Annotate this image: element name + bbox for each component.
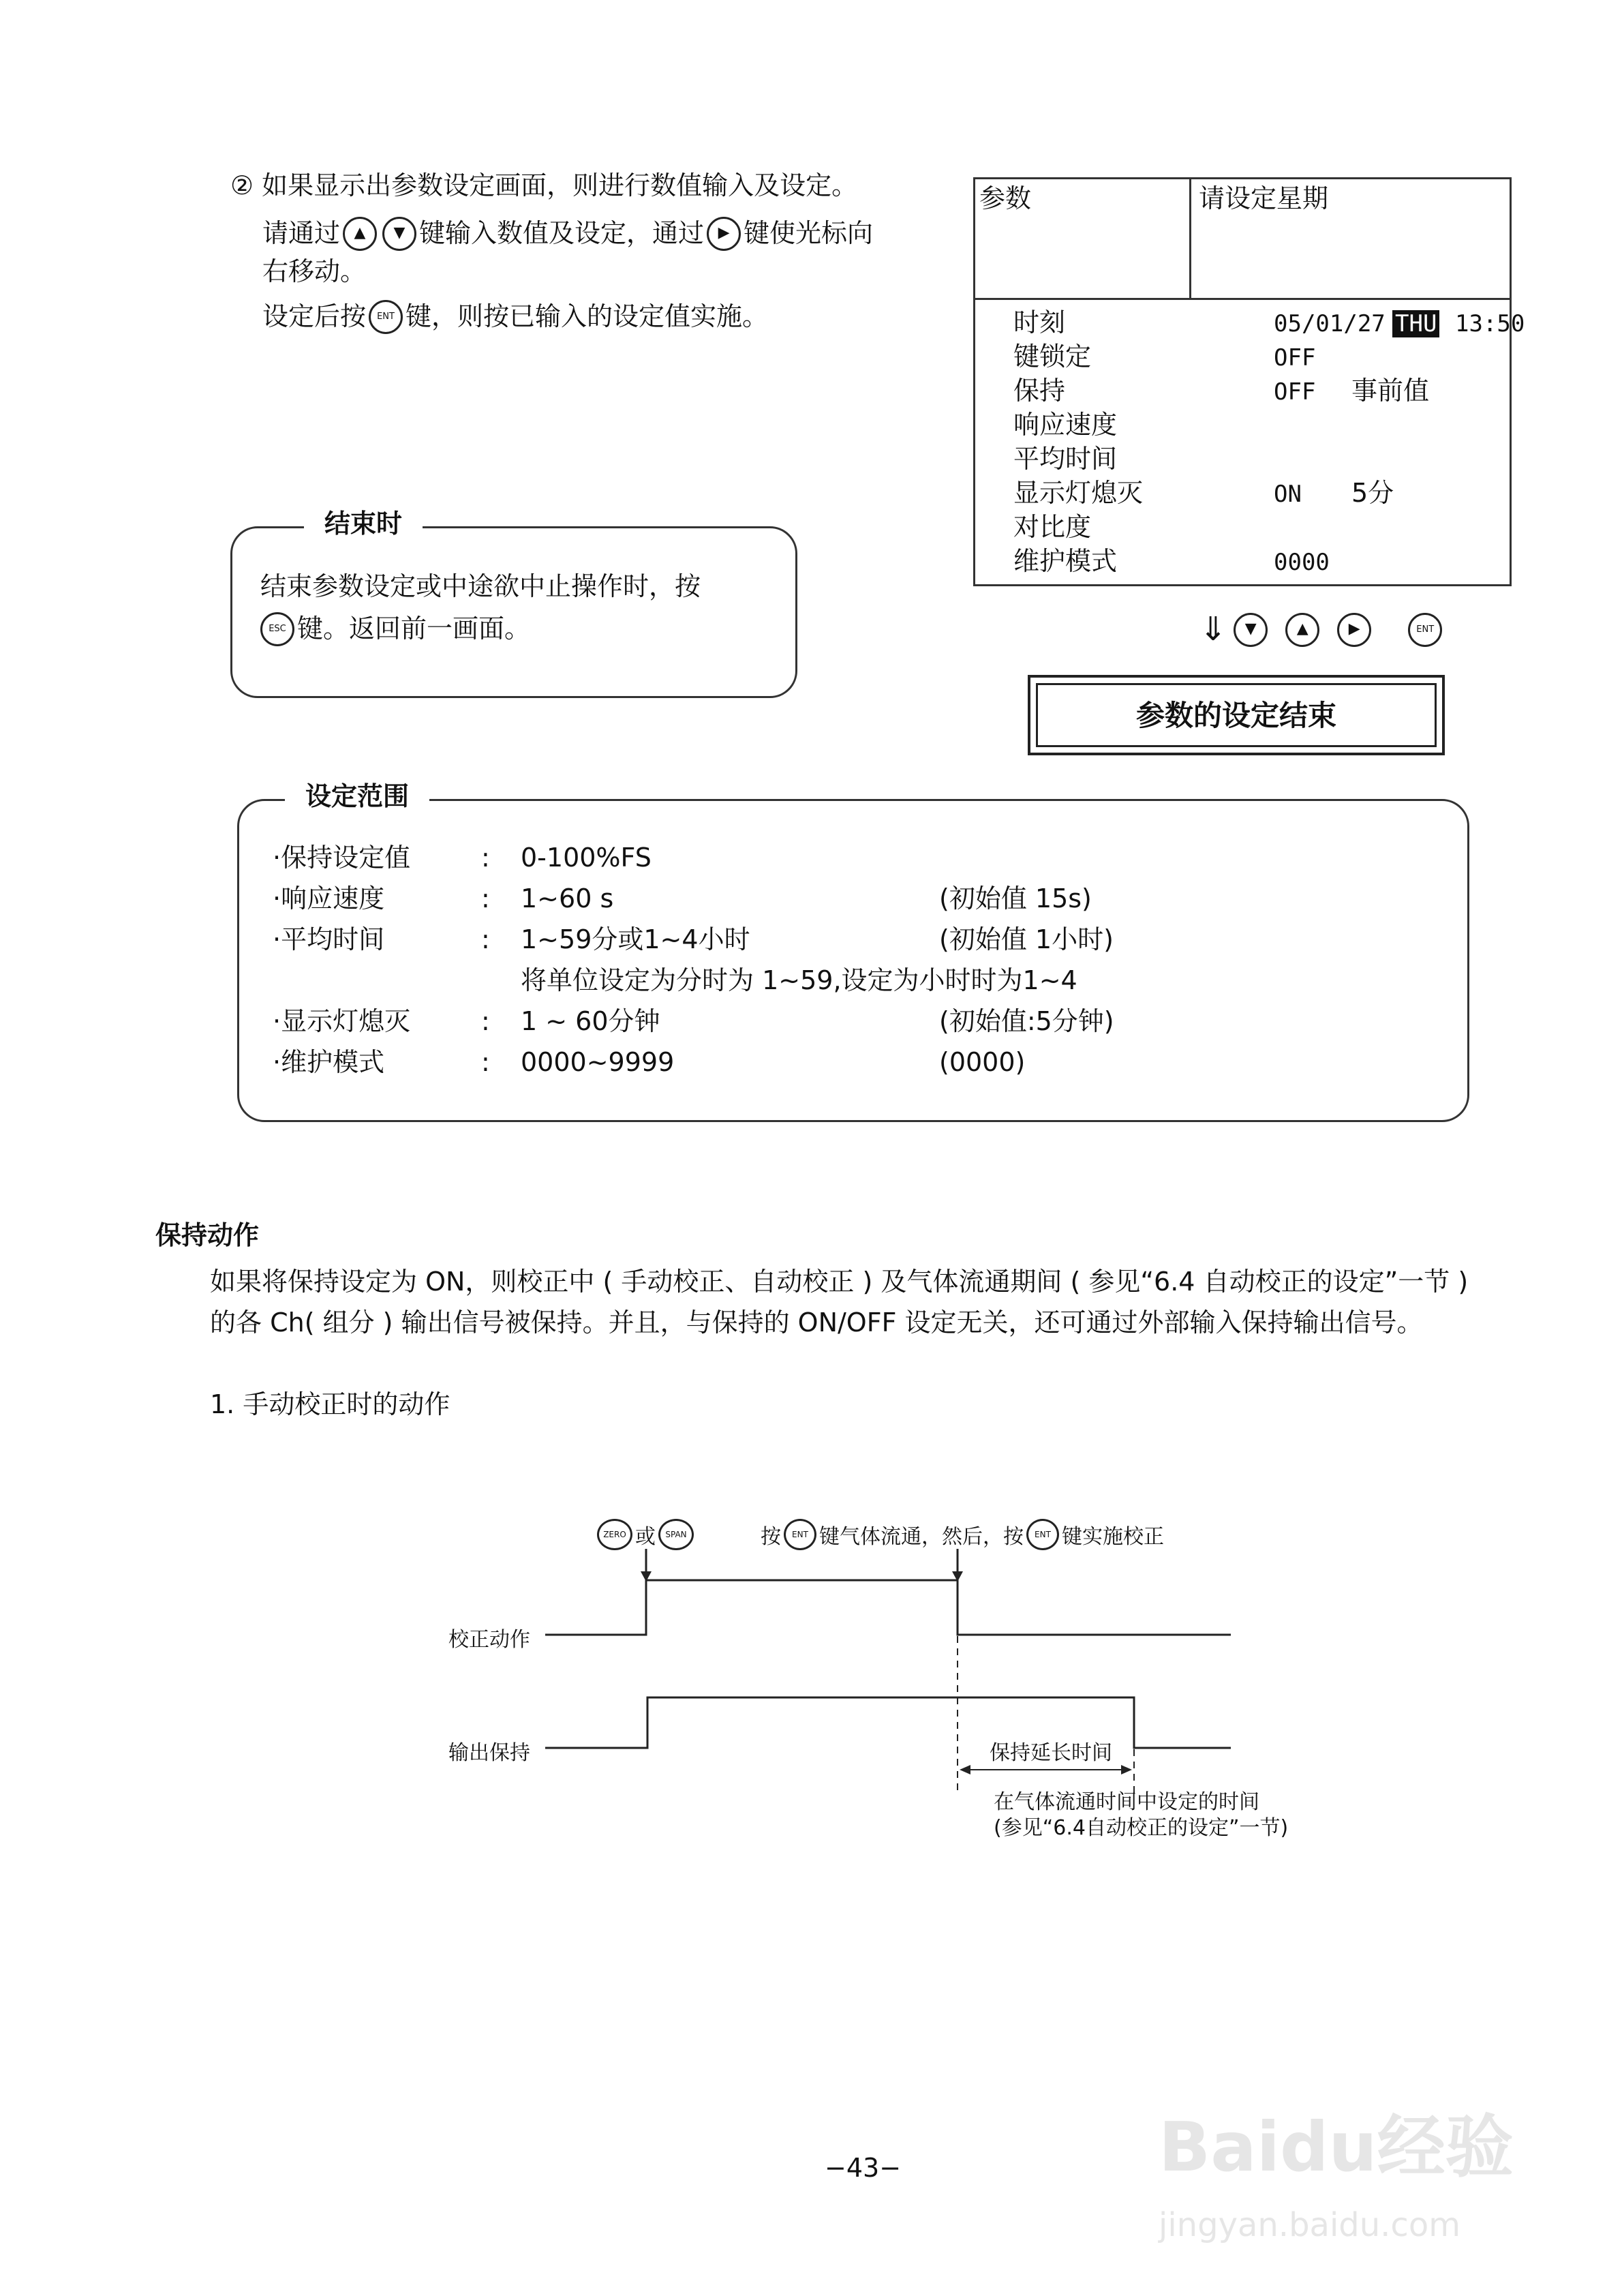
page-number: −43−	[825, 2153, 902, 2183]
watermark-logo: Baidu经验	[1159, 2107, 1514, 2187]
lcd-row-extra: 事前值	[1351, 376, 1430, 406]
end-box-text: 键。返回前一画面。	[297, 614, 531, 644]
timing-note-2: (参见“6.4自动校正的设定”一节)	[994, 1816, 1289, 1840]
range-row-value: 0-100%FS	[521, 843, 652, 873]
ent-key-icon[interactable]: ENT	[1408, 613, 1442, 647]
lcd-row-label: 维护模式	[1013, 546, 1118, 576]
range-row-initial: (初始值 1小时)	[939, 924, 1114, 954]
lcd-header-title: 参数	[979, 183, 1032, 213]
instruction-line-3: 右移动。	[262, 256, 367, 286]
lcd-row-label: 时刻	[1013, 307, 1066, 337]
lcd-row-time: 13:50	[1455, 310, 1525, 337]
hold-waveform	[545, 1697, 1231, 1748]
lcd-row-label: 对比度	[1013, 512, 1092, 542]
ent-key-icon: ENT	[369, 300, 403, 334]
range-row-initial: (初始值:5分钟)	[939, 1006, 1114, 1036]
lcd-row-label: 响应速度	[1013, 410, 1118, 440]
down-arrow-icon: ⇓	[1199, 610, 1227, 648]
right-key-icon: ▶	[707, 217, 741, 251]
zero-key-icon: ZERO	[597, 1519, 632, 1550]
range-box-title: 设定范围	[285, 781, 429, 813]
instruction-text: 设定后按	[262, 301, 367, 332]
end-box-title: 结束时	[304, 509, 423, 540]
range-row-value: 将单位设定为分时为 1~59,设定为小时时为1~4	[521, 965, 1077, 995]
range-row-initial: (0000)	[939, 1047, 1026, 1077]
ent-key-icon: ENT	[784, 1519, 816, 1550]
calibration-waveform	[545, 1580, 1231, 1635]
instruction-text: 键，则按已输入的设定值实施。	[406, 301, 769, 332]
lcd-row-value: OFF	[1274, 378, 1316, 406]
up-key-icon: ▲	[343, 217, 377, 251]
range-row-name: ·维护模式	[273, 1047, 385, 1077]
range-row-name: ·平均时间	[273, 924, 385, 954]
timing-text: 键实施校正	[1062, 1525, 1164, 1549]
down-key-icon[interactable]: ▼	[1234, 613, 1268, 647]
range-row-value: 1~59分或1~4小时	[521, 924, 750, 954]
range-row-colon: :	[481, 924, 490, 954]
hold-item-1: 1. 手动校正时的动作	[210, 1389, 450, 1419]
range-row-value: 1 ~ 60分钟	[521, 1006, 660, 1036]
lcd-header-prompt: 请设定星期	[1199, 183, 1329, 213]
range-row-value: 0000~9999	[521, 1047, 675, 1077]
right-key-icon[interactable]: ▶	[1337, 613, 1371, 647]
instruction-text: 键输入数值及设定，通过	[419, 218, 705, 249]
range-row-name: ·保持设定值	[273, 843, 411, 873]
lcd-row-label: 平均时间	[1013, 444, 1118, 474]
range-row-colon: :	[481, 843, 490, 873]
lcd-row-value: 05/01/27	[1274, 310, 1386, 337]
lcd-row-value: ON	[1274, 481, 1302, 508]
step-text: 如果显示出参数设定画面，则进行数值输入及设定。	[262, 170, 858, 200]
lcd-row-label: 键锁定	[1013, 342, 1092, 372]
end-box-line-1: 结束参数设定或中途欲中止操作时，按	[260, 571, 701, 601]
or-text: 或	[635, 1525, 656, 1549]
arrowhead	[1121, 1765, 1132, 1774]
down-key-icon: ▼	[382, 217, 416, 251]
up-key-icon[interactable]: ▲	[1285, 613, 1319, 647]
range-row-colon: :	[481, 1006, 490, 1036]
lcd-row-label: 显示灯熄灭	[1013, 478, 1144, 508]
range-row-name: ·显示灯熄灭	[273, 1006, 411, 1036]
range-row-value: 1~60 s	[521, 883, 614, 913]
lcd-row-value: OFF	[1274, 344, 1316, 372]
lcd-day-highlight: THU	[1392, 310, 1439, 337]
timing-note-1: 在气体流通时间中设定的时间	[994, 1790, 1259, 1814]
row1-label: 校正动作	[448, 1628, 530, 1652]
arrowhead	[960, 1765, 970, 1774]
instruction-text: 键使光标向	[744, 218, 874, 249]
hold-para-1: 如果将保持设定为 ON，则校正中 ( 手动校正、自动校正 ) 及气体流通期间 ( 参见“6.4 自动校正的设定”一节 )	[210, 1267, 1469, 1297]
span-key-icon: SPAN	[658, 1519, 694, 1550]
step-marker: ②	[230, 170, 254, 200]
result-label: 参数的设定结束	[1135, 699, 1336, 732]
range-row-colon: :	[481, 1047, 490, 1077]
range-row-colon: :	[481, 883, 490, 913]
instruction-text: 请通过	[262, 218, 341, 249]
delay-label: 保持延长时间	[985, 1736, 1116, 1766]
row2-label: 输出保持	[448, 1741, 530, 1765]
timing-text: 按	[761, 1525, 781, 1549]
watermark-url: jingyan.baidu.com	[1159, 2206, 1460, 2244]
lcd-row-value: 0000	[1274, 549, 1330, 576]
hold-para-2: 的各 Ch( 组分 ) 输出信号被保持。并且，与保持的 ON/OFF 设定无关，还可通过外部输入保持输出信号。	[210, 1308, 1423, 1338]
range-row-initial: (初始值 15s)	[939, 883, 1092, 913]
lcd-row-extra: 5分	[1351, 478, 1394, 508]
ent-key-icon: ENT	[1026, 1519, 1059, 1550]
range-row-name: ·响应速度	[273, 883, 385, 913]
hold-heading: 保持动作	[155, 1220, 260, 1250]
esc-key-icon: ESC	[260, 612, 294, 646]
lcd-row-label: 保持	[1013, 376, 1066, 406]
timing-text: 键气体流通，然后，按	[819, 1525, 1024, 1549]
